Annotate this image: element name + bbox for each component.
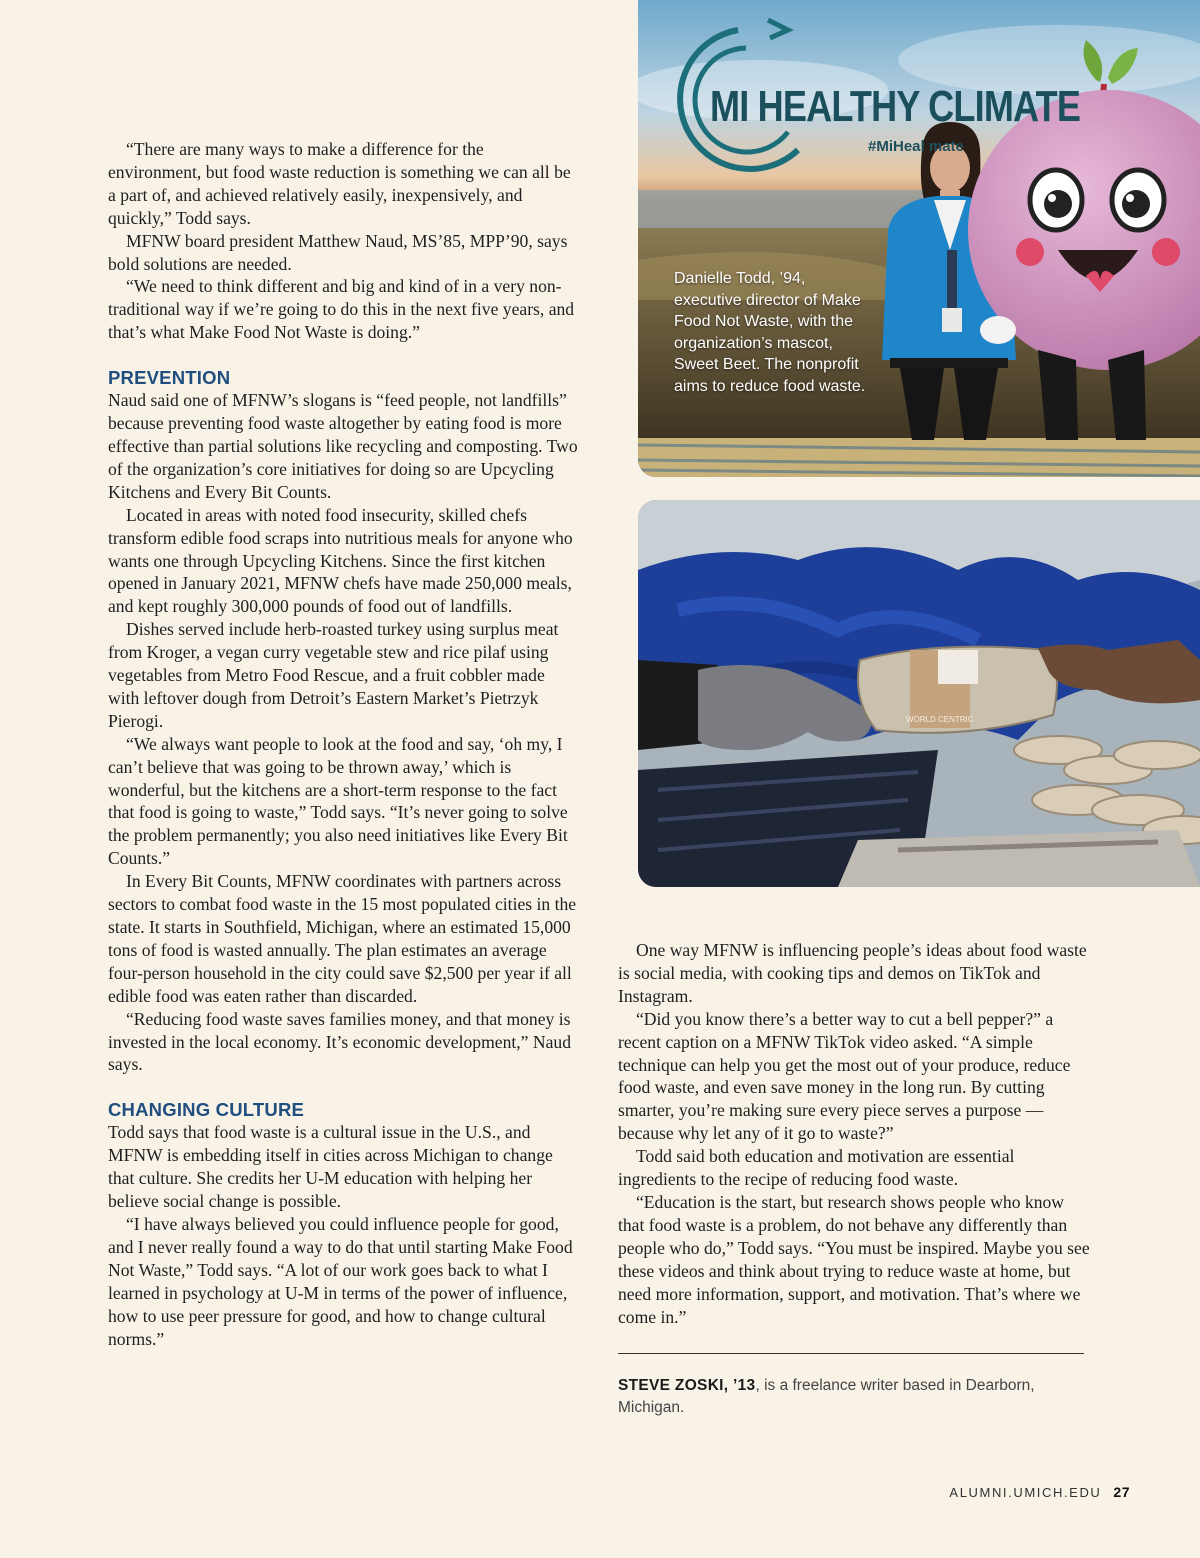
section-heading-changing-culture: CHANGING CULTURE — [108, 1099, 305, 1121]
right-column — [618, 939, 1092, 1328]
paragraph: One way MFNW is influencing people’s ideas about food waste is social media, with cooking tips and demos on TikTok and Instagram. — [618, 940, 1087, 1006]
paragraph: Located in areas with noted food insecurity, skilled chefs transform edible food scraps into nutritious meals for anyone who wants one through Upcycling Kitchens. Since the first kitchen opened in January 2021, MFNW chefs have made 250,000 meals, and kept roughly 300,000 pounds of food out of landfills. — [108, 504, 573, 617]
paragraph: “Education is the start, but research shows people who know that food waste is a problem, do not behave any differently than people who do,” Todd says. “You must be inspired. Maybe you see these videos and think about trying to reduce waste at home, but need more information, support, and motivation. That’s where we come in.” — [618, 1191, 1090, 1327]
bio-divider — [618, 1353, 1084, 1354]
paragraph: Naud said one of MFNW’s slogans is “feed people, not landfills” because preventing food waste altogether by eating food is more effective than partial solutions like recycling and composting. Two of the organization’s core initiatives for doing so are Upcycling Kitchens and Every Bit Counts. — [108, 390, 578, 502]
left-column — [108, 138, 578, 1350]
paragraph: “Did you know there’s a better way to cut a bell pepper?” a recent caption on a MFNW TikTok video asked. “A simple technique can help you get the most out of your produce, reduce food waste, and even save money in the long run. By cutting smarter, you’re making sure every piece serves a purpose — because why let any of it go to waste?” — [618, 1008, 1071, 1144]
photo-caption: Danielle Todd, ’94, executive director of Make Food Not Waste, with the organization’s mascot, Sweet Beet. The nonprofit aims to reduce food waste. — [674, 270, 866, 395]
photo-danielle-todd-sweet-beet — [638, 0, 1200, 477]
author-bio — [618, 1375, 1088, 1419]
paragraph: “We always want people to look at the food and say, ‘oh my, I can’t believe that was going to be thrown away,’ which is wonderful, but the kitchens are a short-term response to the fact that food is going to waste,” Todd says. “It’s never going to solve the problem permanently; you also need initiatives like Every Bit Counts.” — [108, 733, 568, 869]
paragraph: In Every Bit Counts, MFNW coordinates with partners across sectors to combat food waste in the 15 most populated cities in the state. It starts in Southfield, Michigan, where an estimated 15,000 tons of food is wasted annually. The plan estimates an average four-person household in the city could save $2,500 per year if all edible food was eaten rather than discarded. — [108, 871, 577, 1006]
paragraph: “Reducing food waste saves families money, and that money is invested in the local economy. It’s economic development,” Naud says. — [108, 1008, 571, 1075]
box-label: WORLD CENTRIC — [906, 715, 974, 724]
photo-meal-handoff — [638, 500, 1200, 887]
footer-site: ALUMNI.UMICH.EDU — [949, 1485, 1102, 1500]
author-name: STEVE ZOSKI, ’13 — [618, 1377, 756, 1394]
paragraph: “I have always believed you could influence people for good, and I never really found a way to do that until starting Make Food Not Waste,” Todd says. “A lot of our work goes back to what I learned in psychology at U-M in terms of the power of influence, how to use peer pressure for good, and how to change cultural norms.” — [108, 1213, 573, 1349]
paragraph: “We need to think different and big and kind of in a very non-traditional way if we’re going to do this in the next five years, and that’s what Make Food Not Waste is doing.” — [108, 276, 575, 343]
paragraph: Dishes served include herb-roasted turkey using surplus meat from Kroger, a vegan curry vegetable stew and rice pilaf using vegetables from Metro Food Rescue, and a fruit cobbler made with leftover dough from Detroit’s Eastern Market’s Pietrzyk Pierogi. — [108, 619, 559, 731]
paragraph: MFNW board president Matthew Naud, MS’85, MPP’90, says bold solutions are needed. — [108, 230, 568, 274]
photo-illustration — [638, 500, 1200, 887]
photo-illustration — [638, 0, 1200, 477]
author-bio-text: , is a freelance writer based in Dearborn, Michigan. — [618, 1377, 1035, 1416]
paragraph: “There are many ways to make a difference for the environment, but food waste reduction is something we can all be a part of, and achieved relatively easily, inexpensively, and quickly,” Todd says. — [108, 139, 571, 228]
paragraph: Todd said both education and motivation are essential ingredients to the recipe of reducing food waste. — [618, 1146, 1015, 1190]
section-heading-prevention: PREVENTION — [108, 367, 231, 389]
page-footer — [949, 1484, 1130, 1500]
page-number: 27 — [1113, 1484, 1130, 1500]
paragraph: Todd says that food waste is a cultural issue in the U.S., and MFNW is embedding itself in cities across Michigan to change that culture. She credits her U-M education with helping her believe social change is possible. — [108, 1122, 553, 1212]
banner-title: MI HEALTHY CLIMATE — [710, 82, 1081, 131]
banner-hashtag: #MiHeal mate — [868, 138, 964, 155]
